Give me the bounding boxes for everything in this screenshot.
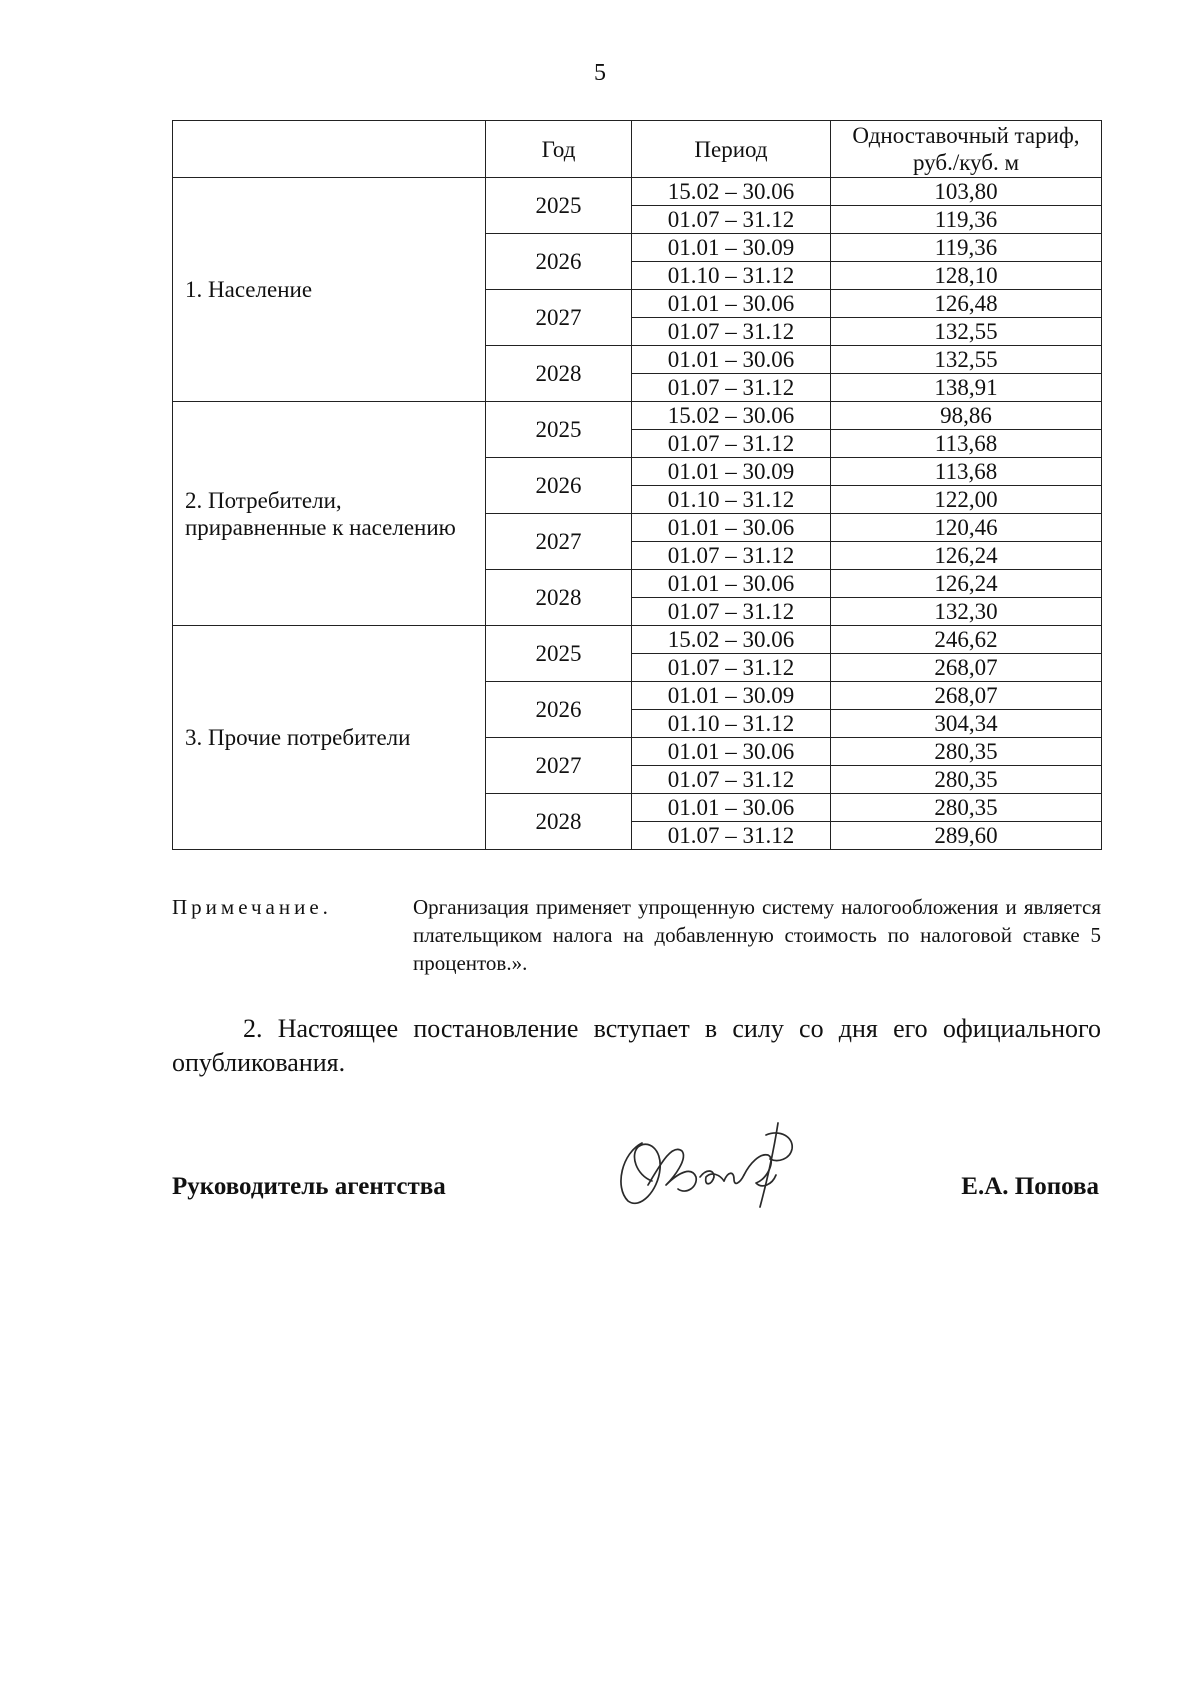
rate-cell: 132,55 (831, 346, 1102, 374)
rate-cell: 119,36 (831, 234, 1102, 262)
year-cell: 2027 (486, 290, 632, 346)
table-row (173, 178, 1102, 206)
header-group (173, 121, 486, 178)
rate-cell: 132,55 (831, 318, 1102, 346)
period-cell: 01.07 – 31.12 (632, 598, 831, 626)
period-cell: 01.07 – 31.12 (632, 374, 831, 402)
year-cell: 2025 (486, 626, 632, 682)
period-cell: 01.10 – 31.12 (632, 486, 831, 514)
period-cell: 01.01 – 30.06 (632, 570, 831, 598)
period-cell: 01.07 – 31.12 (632, 318, 831, 346)
rate-cell: 103,80 (831, 178, 1102, 206)
rate-cell: 268,07 (831, 654, 1102, 682)
signatory-name: Е.А. Попова (961, 1173, 1099, 1200)
rate-cell: 128,10 (831, 262, 1102, 290)
year-cell: 2027 (486, 514, 632, 570)
note-text: Организация применяет упрощенную систему налогообложения и является плательщиком налога на добавленную стоимость по налоговой ставке 5 процентов.». (413, 895, 1101, 975)
year-cell: 2026 (486, 234, 632, 290)
year-cell: 2026 (486, 458, 632, 514)
consumer-group-cell: 3. Прочие потребители (173, 626, 486, 850)
table-header-row (173, 121, 1102, 178)
period-cell: 01.01 – 30.06 (632, 346, 831, 374)
period-cell: 01.01 – 30.06 (632, 794, 831, 822)
year-cell: 2027 (486, 738, 632, 794)
header-period: Период (632, 121, 831, 178)
signatory-role: Руководитель агентства (172, 1173, 446, 1200)
period-cell: 01.01 – 30.09 (632, 234, 831, 262)
year-cell: 2028 (486, 794, 632, 850)
tariff-table-body (173, 178, 1102, 850)
period-cell: 01.07 – 31.12 (632, 654, 831, 682)
rate-cell: 280,35 (831, 738, 1102, 766)
rate-cell: 289,60 (831, 822, 1102, 850)
year-cell: 2028 (486, 570, 632, 626)
rate-cell: 120,46 (831, 514, 1102, 542)
consumer-group-cell: 2. Потребители, приравненные к населению (173, 402, 486, 626)
rate-cell: 126,24 (831, 542, 1102, 570)
period-cell: 01.07 – 31.12 (632, 822, 831, 850)
rate-cell: 138,91 (831, 374, 1102, 402)
rate-cell: 126,48 (831, 290, 1102, 318)
page-number: 5 (594, 60, 606, 86)
period-cell: 01.07 – 31.12 (632, 542, 831, 570)
table-row (173, 402, 1102, 430)
consumer-group-cell: 1. Население (173, 178, 486, 402)
period-cell: 01.10 – 31.12 (632, 262, 831, 290)
period-cell: 01.07 – 31.12 (632, 206, 831, 234)
rate-cell: 119,36 (831, 206, 1102, 234)
rate-cell: 126,24 (831, 570, 1102, 598)
rate-cell: 280,35 (831, 794, 1102, 822)
year-cell: 2026 (486, 682, 632, 738)
period-cell: 15.02 – 30.06 (632, 626, 831, 654)
rate-cell: 268,07 (831, 682, 1102, 710)
rate-cell: 304,34 (831, 710, 1102, 738)
period-cell: 15.02 – 30.06 (632, 178, 831, 206)
clause-paragraph: 2. Настоящее постановление вступает в силу со дня его официального опубликования. (172, 1014, 1101, 1077)
rate-cell: 280,35 (831, 766, 1102, 794)
year-cell: 2025 (486, 178, 632, 234)
period-cell: 01.10 – 31.12 (632, 710, 831, 738)
tariff-table (172, 120, 1102, 850)
rate-cell: 122,00 (831, 486, 1102, 514)
period-cell: 01.07 – 31.12 (632, 766, 831, 794)
rate-cell: 113,68 (831, 430, 1102, 458)
period-cell: 15.02 – 30.06 (632, 402, 831, 430)
period-cell: 01.01 – 30.06 (632, 290, 831, 318)
note-label: Примечание. (172, 895, 332, 919)
period-cell: 01.01 – 30.06 (632, 514, 831, 542)
table-row (173, 626, 1102, 654)
year-cell: 2025 (486, 402, 632, 458)
rate-cell: 113,68 (831, 458, 1102, 486)
header-rate: Одноставочный тариф, руб./куб. м (831, 121, 1102, 178)
rate-cell: 98,86 (831, 402, 1102, 430)
rate-cell: 132,30 (831, 598, 1102, 626)
header-year: Год (486, 121, 632, 178)
period-cell: 01.07 – 31.12 (632, 430, 831, 458)
year-cell: 2028 (486, 346, 632, 402)
rate-cell: 246,62 (831, 626, 1102, 654)
period-cell: 01.01 – 30.06 (632, 738, 831, 766)
period-cell: 01.01 – 30.09 (632, 458, 831, 486)
handwritten-signature (608, 1115, 808, 1210)
period-cell: 01.01 – 30.09 (632, 682, 831, 710)
